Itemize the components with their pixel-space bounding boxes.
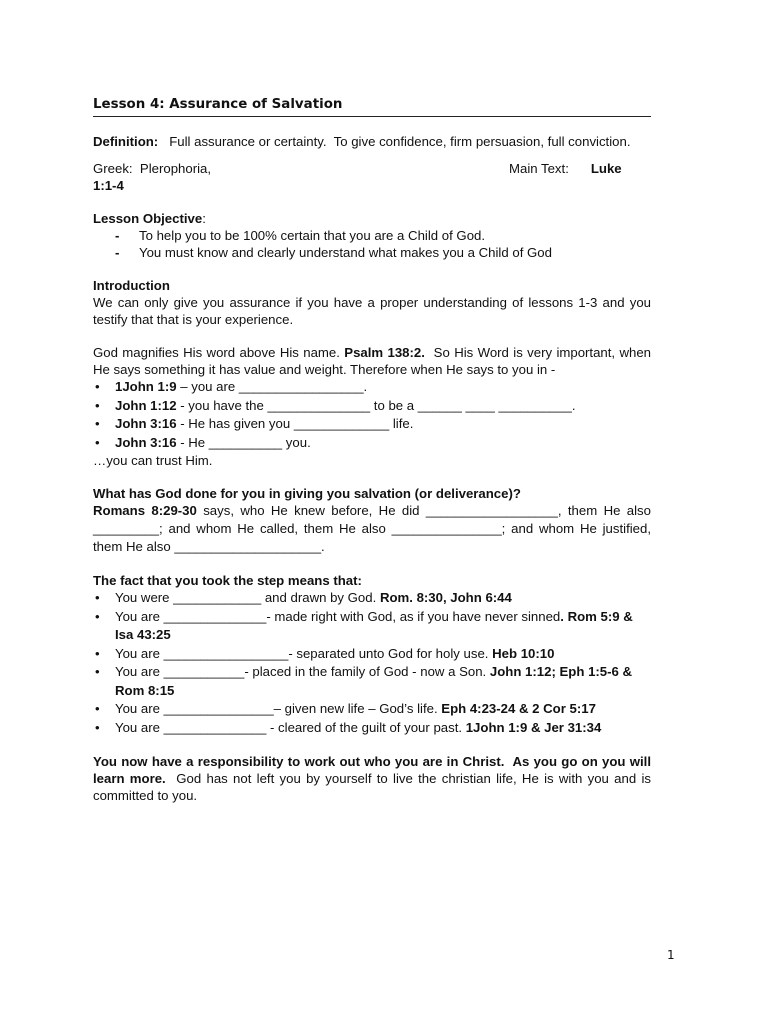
responsibility-text: God has not left you by yourself to live the christian life, He is with you and is committed to you.	[93, 771, 655, 803]
psalm-ref: Psalm 138:2.	[344, 345, 425, 360]
main-text	[509, 161, 622, 177]
dot-bullet: •	[95, 397, 100, 413]
objective-item-text: You must know and clearly understand what makes you a Child of God	[139, 245, 552, 260]
objective-item-text: To help you to be 100% certain that you are a Child of God.	[139, 228, 486, 243]
scripture-ref: John 1:12	[115, 397, 177, 413]
objective-label: Lesson Objective	[93, 211, 203, 226]
list-item	[93, 663, 651, 700]
main-text-ref-line	[93, 177, 651, 194]
dot-bullet: •	[95, 719, 100, 735]
list-item	[93, 378, 651, 397]
introduction-heading	[93, 277, 651, 294]
page-number: 1	[667, 948, 675, 962]
greek-line	[93, 161, 651, 177]
fact-list	[93, 589, 651, 737]
list-item	[93, 645, 651, 664]
fact-ref: 1John 1:9 & Jer 31:34	[465, 719, 602, 735]
fact-ref: Heb 10:10	[492, 645, 555, 661]
dot-bullet: •	[95, 608, 100, 624]
responsibility-paragraph	[93, 753, 655, 804]
fact-text: You were ____________ and drawn by God.	[115, 590, 380, 605]
fact-ref: Eph 4:23-24 & 2 Cor 5:17	[441, 701, 596, 716]
done-heading-text: What has God done for you in giving you salvation (or deliverance)?	[93, 486, 521, 501]
list-item	[93, 244, 651, 261]
dot-bullet: •	[95, 590, 100, 605]
definition-label: Definition:	[93, 134, 159, 149]
list-item	[93, 397, 651, 416]
fact-text: You are ______________- made right with God, as if you have never sinned	[115, 608, 561, 624]
list-item	[93, 227, 651, 244]
trust-line: …you can trust Him.	[93, 453, 213, 468]
fact-ref: . Rom 5:9 & Isa 43:25	[115, 608, 633, 642]
fact-heading	[93, 572, 651, 589]
romans-ref: Romans 8:29-30	[93, 503, 197, 518]
magnifies-text-b: So His Word is very important, when He says something it has value and weight. Therefore when He says to you in -	[93, 345, 655, 377]
main-text-label: Main Text:	[509, 161, 580, 176]
dot-bullet: •	[95, 416, 100, 431]
scripture-text: - He has given you _____________ life.	[176, 416, 414, 431]
main-text-ref-a: Luke	[590, 161, 622, 176]
list-item	[93, 589, 651, 608]
dot-bullet: •	[95, 701, 100, 716]
main-text-ref-b: 1:1-4	[93, 178, 124, 193]
magnifies-text-a: God magnifies His word above His name.	[93, 345, 345, 360]
greek-word: Greek: Plerophoria,	[93, 161, 212, 176]
objective-colon: :	[202, 211, 206, 226]
introduction-label: Introduction	[93, 278, 170, 293]
fact-text: You are _______________– given new life – God’s life.	[115, 701, 442, 716]
list-item	[93, 608, 651, 645]
scripture-list	[93, 378, 651, 452]
dot-bullet: •	[95, 645, 100, 661]
scripture-text: - you have the ______________ to be a ______ ____ __________.	[176, 397, 576, 413]
dot-bullet: •	[95, 379, 100, 394]
romans-text: says, who He knew before, He did __________________, them He also _________; and whom He called, them He also _______________; and whom He justified, them He also ____________________.	[93, 503, 651, 554]
scripture-text: – you are _________________.	[176, 379, 368, 394]
lesson-title: Lesson 4: Assurance of Salvation	[93, 97, 651, 117]
fact-ref: Rom. 8:30, John 6:44	[379, 590, 512, 605]
list-item	[93, 434, 651, 453]
fact-heading-text: The fact that you took the step means that:	[93, 573, 362, 588]
done-heading	[93, 485, 651, 502]
introduction-text: We can only give you assurance if you have a proper understanding of lessons 1-3 and you testify that that is your experience.	[93, 295, 651, 327]
fact-ref: John 1:12; Eph 1:5-6 & Rom 8:15	[115, 664, 633, 698]
list-item	[93, 700, 651, 719]
responsibility-bold: You now have a responsibility to work out who you are in Christ. As you go on you will learn more.	[93, 754, 655, 786]
scripture-text: - He __________ you.	[176, 434, 311, 450]
dot-bullet: •	[95, 434, 100, 450]
list-item	[93, 719, 651, 738]
objective-heading	[93, 210, 651, 227]
scripture-ref: John 3:16	[115, 434, 177, 450]
scripture-ref: 1John 1:9	[115, 379, 177, 394]
magnifies-paragraph	[93, 344, 655, 378]
dash-bullet: -	[115, 228, 120, 243]
fact-text: You are ___________- placed in the family of God - now a Son.	[115, 664, 490, 679]
definition-text: Full assurance or certainty. To give confidence, firm persuasion, full conviction.	[158, 134, 631, 149]
list-item	[93, 415, 651, 434]
romans-paragraph	[93, 502, 651, 556]
definition-paragraph	[93, 131, 651, 153]
fact-text: You are ______________ - cleared of the guilt of your past.	[115, 719, 466, 735]
dash-bullet: -	[115, 245, 120, 260]
objective-list	[93, 227, 651, 261]
dot-bullet: •	[95, 664, 100, 679]
scripture-ref: John 3:16	[115, 416, 177, 431]
fact-text: You are _________________- separated unto God for holy use.	[115, 645, 493, 661]
document-page	[93, 97, 655, 804]
